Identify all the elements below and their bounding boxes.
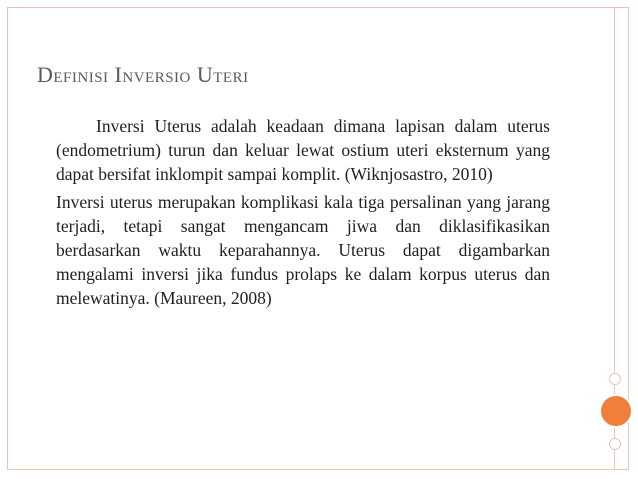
slide-title: Definisi Inversio Uteri [37, 62, 249, 87]
paragraph-definition-1: Inversi Uterus adalah keadaan dimana lapisan dalam uterus (endometrium) turun dan keluar lewat ostium uteri eksternum yang dapat bersifat inklompit sampai komplit. (Wiknjosastro, 2010) [56, 116, 550, 184]
decorative-orange-circle [599, 394, 633, 428]
decorative-small-circle-bottom [609, 438, 621, 450]
decorative-small-circle-top [609, 373, 621, 385]
slide-content [56, 114, 550, 310]
paragraph-definition-2: Inversi uterus merupakan komplikasi kala tiga persalinan yang jarang terjadi, tetapi sangat mengancam jiwa dan diklasifikasikan berdasarkan waktu keparahannya. Uterus dapat digambarkan mengalami inversi jika fundus prolaps ke dalam korpus uterus dan melewatinya. (Maureen, 2008) [56, 192, 550, 308]
